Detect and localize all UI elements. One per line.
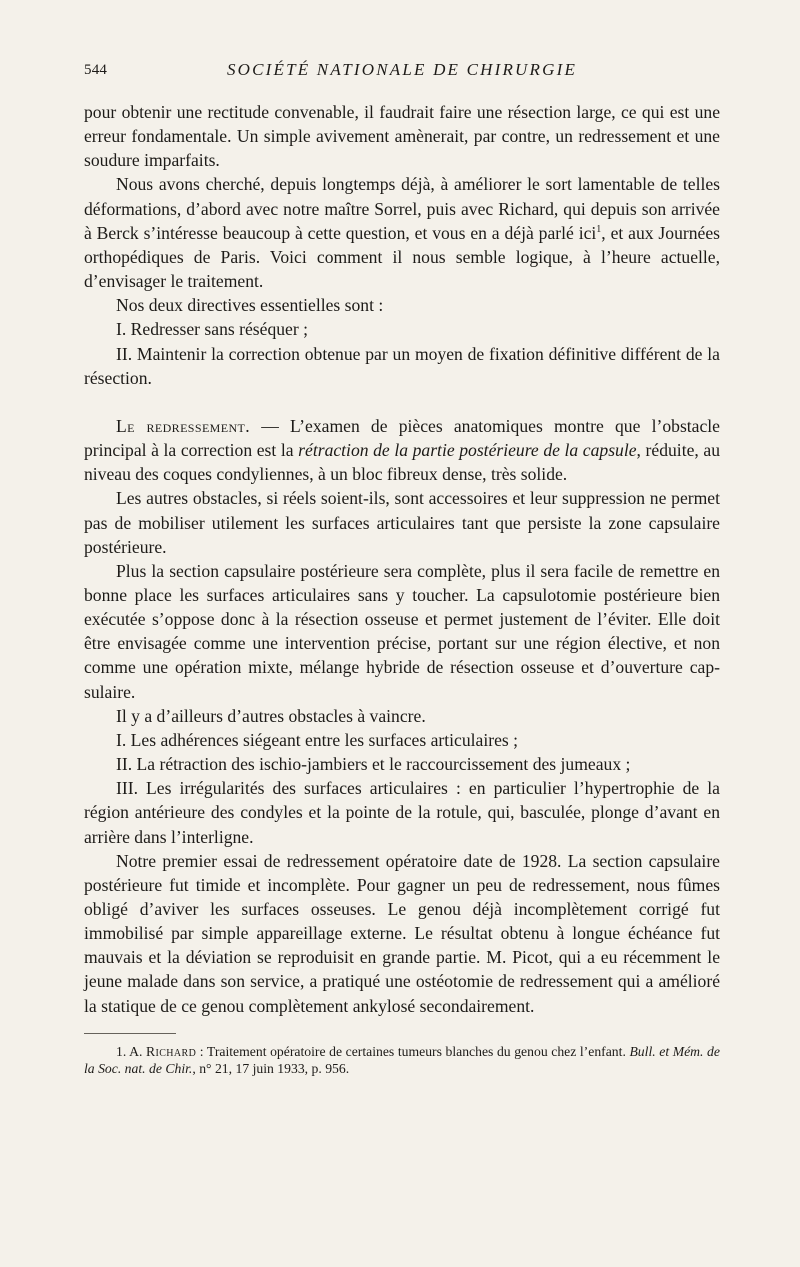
paragraph-text: , réduite, au niveau des coques condyliennes, à un bloc fibreux dense, très solide. [84, 440, 720, 485]
obstacle-item-1: I. Les adhérences siégeant entre les surfaces articulaires ; [116, 729, 519, 750]
document-page [84, 58, 720, 1077]
footnote-reference: 1 [596, 223, 602, 235]
paragraph-text: Nous avons cherché, depuis longtemps déjà, à améliorer le sort lamentable de telles déformations, d’abord avec notre maître Sorrel, puis avec Richard, qui depuis son arrivée à Berck s’intéresse beaucoup à cette question, et vous en a déjà parlé ici [84, 174, 720, 243]
directive-item-1: I. Redresser sans réséquer ; [116, 319, 308, 340]
directive-item-2: II. Maintenir la correction obtenue par un moyen de fixation définitive différent de la résection. [84, 343, 720, 388]
paragraph-text: — L’examen de pièces anatomiques montre que l’obstacle principal à la correction est la [84, 415, 720, 461]
footnote-divider [84, 1033, 176, 1034]
section-heading: Le redressement. [116, 415, 251, 436]
running-head: SOCIÉTÉ NATIONALE DE CHIRURGIE [226, 60, 578, 79]
paragraph-first-attempt: Notre premier essai de redressement opératoire date de 1928. La section capsulaire postérieure fut timide et incomplète. Pour gagner un peu de redressement, nous fûmes obligé d’aviver les surfaces osseuses. Le genou déjà incomplètement corrigé fut immobilisé par simple appareillage externe. Le résultat obtenu à longue échéance fut mauvais et la déviation se reproduisit en grande partie. M. Picot, qui a eu récemment le jeune malade dans son service, a pratiqué une ostéotomie de redressement qui a amélioré la statique de ce genou complètement ankylosé secondairement. [84, 850, 720, 1016]
paragraph-continuation: pour obtenir une rectitude convenable, il faudrait faire une résection large, ce qui est une erreur fondamentale. Un simple avivement amènerait, par contre, un redressement et une soudure imparfaits. [84, 102, 720, 171]
section-redressement [84, 414, 720, 486]
footnote-citation: , n° 21, 17 juin 1933, p. 956. [192, 1060, 350, 1076]
paragraph-treatment-intro [84, 172, 720, 293]
body-text [84, 100, 720, 1018]
obstacle-item-3: III. Les irrégularités des surfaces articulaires : en particulier l’hypertrophie de la région antérieure des condyles et la pointe de la rotule, qui, basculée, plonge d’avant en arrière dans l’interligne. [84, 778, 720, 847]
italic-term: rétraction de la partie postérieure de la capsule [298, 440, 637, 461]
footnote-author: Richard [145, 1043, 197, 1059]
footnote-journal: Bull. et Mém. de la Soc. nat. de Chir. [84, 1043, 720, 1076]
paragraph-additional-obstacles: Il y a d’ailleurs d’autres obstacles à vaincre. [116, 705, 426, 726]
paragraph-directives-intro: Nos deux directives essentielles sont : [116, 295, 384, 316]
page-number: 544 [84, 62, 108, 78]
paragraph-text: , et aux Journées orthopédiques de Paris. Voici comment il nous semble logique, à l’heure actuelle, d’envisager le traitement. [84, 222, 720, 292]
paragraph-other-obstacles: Les autres obstacles, si réels soient-ils, sont accessoires et leur suppression ne permet pas de mobiliser utilement les surfaces articulaires tant que persiste la zone capsulaire postérieure. [84, 488, 720, 557]
paragraph-capsulotomy: Plus la section capsulaire postérieure sera complète, plus il sera facile de remettre en bonne place les surfaces articulaires sans y toucher. La capsulotomie postérieure bien exécutée s’oppose donc à la résection osseuse et permet justement de l’éviter. Elle doit être envisagée comme une intervention précise, portant sur une région élective, et non comme une opération mixte, mélange hybride de résection osseuse et d’ouverture capsulaire. [84, 560, 720, 702]
footnote-text: : Traitement opératoire de certaines tumeurs blanches du genou chez l’enfant. [196, 1043, 630, 1059]
footnote-number: 1. A. [116, 1043, 143, 1059]
footnote [84, 1043, 720, 1077]
obstacle-item-2: II. La rétraction des ischio-jambiers et le raccourcissement des jumeaux ; [116, 754, 631, 775]
page-header [84, 58, 720, 86]
